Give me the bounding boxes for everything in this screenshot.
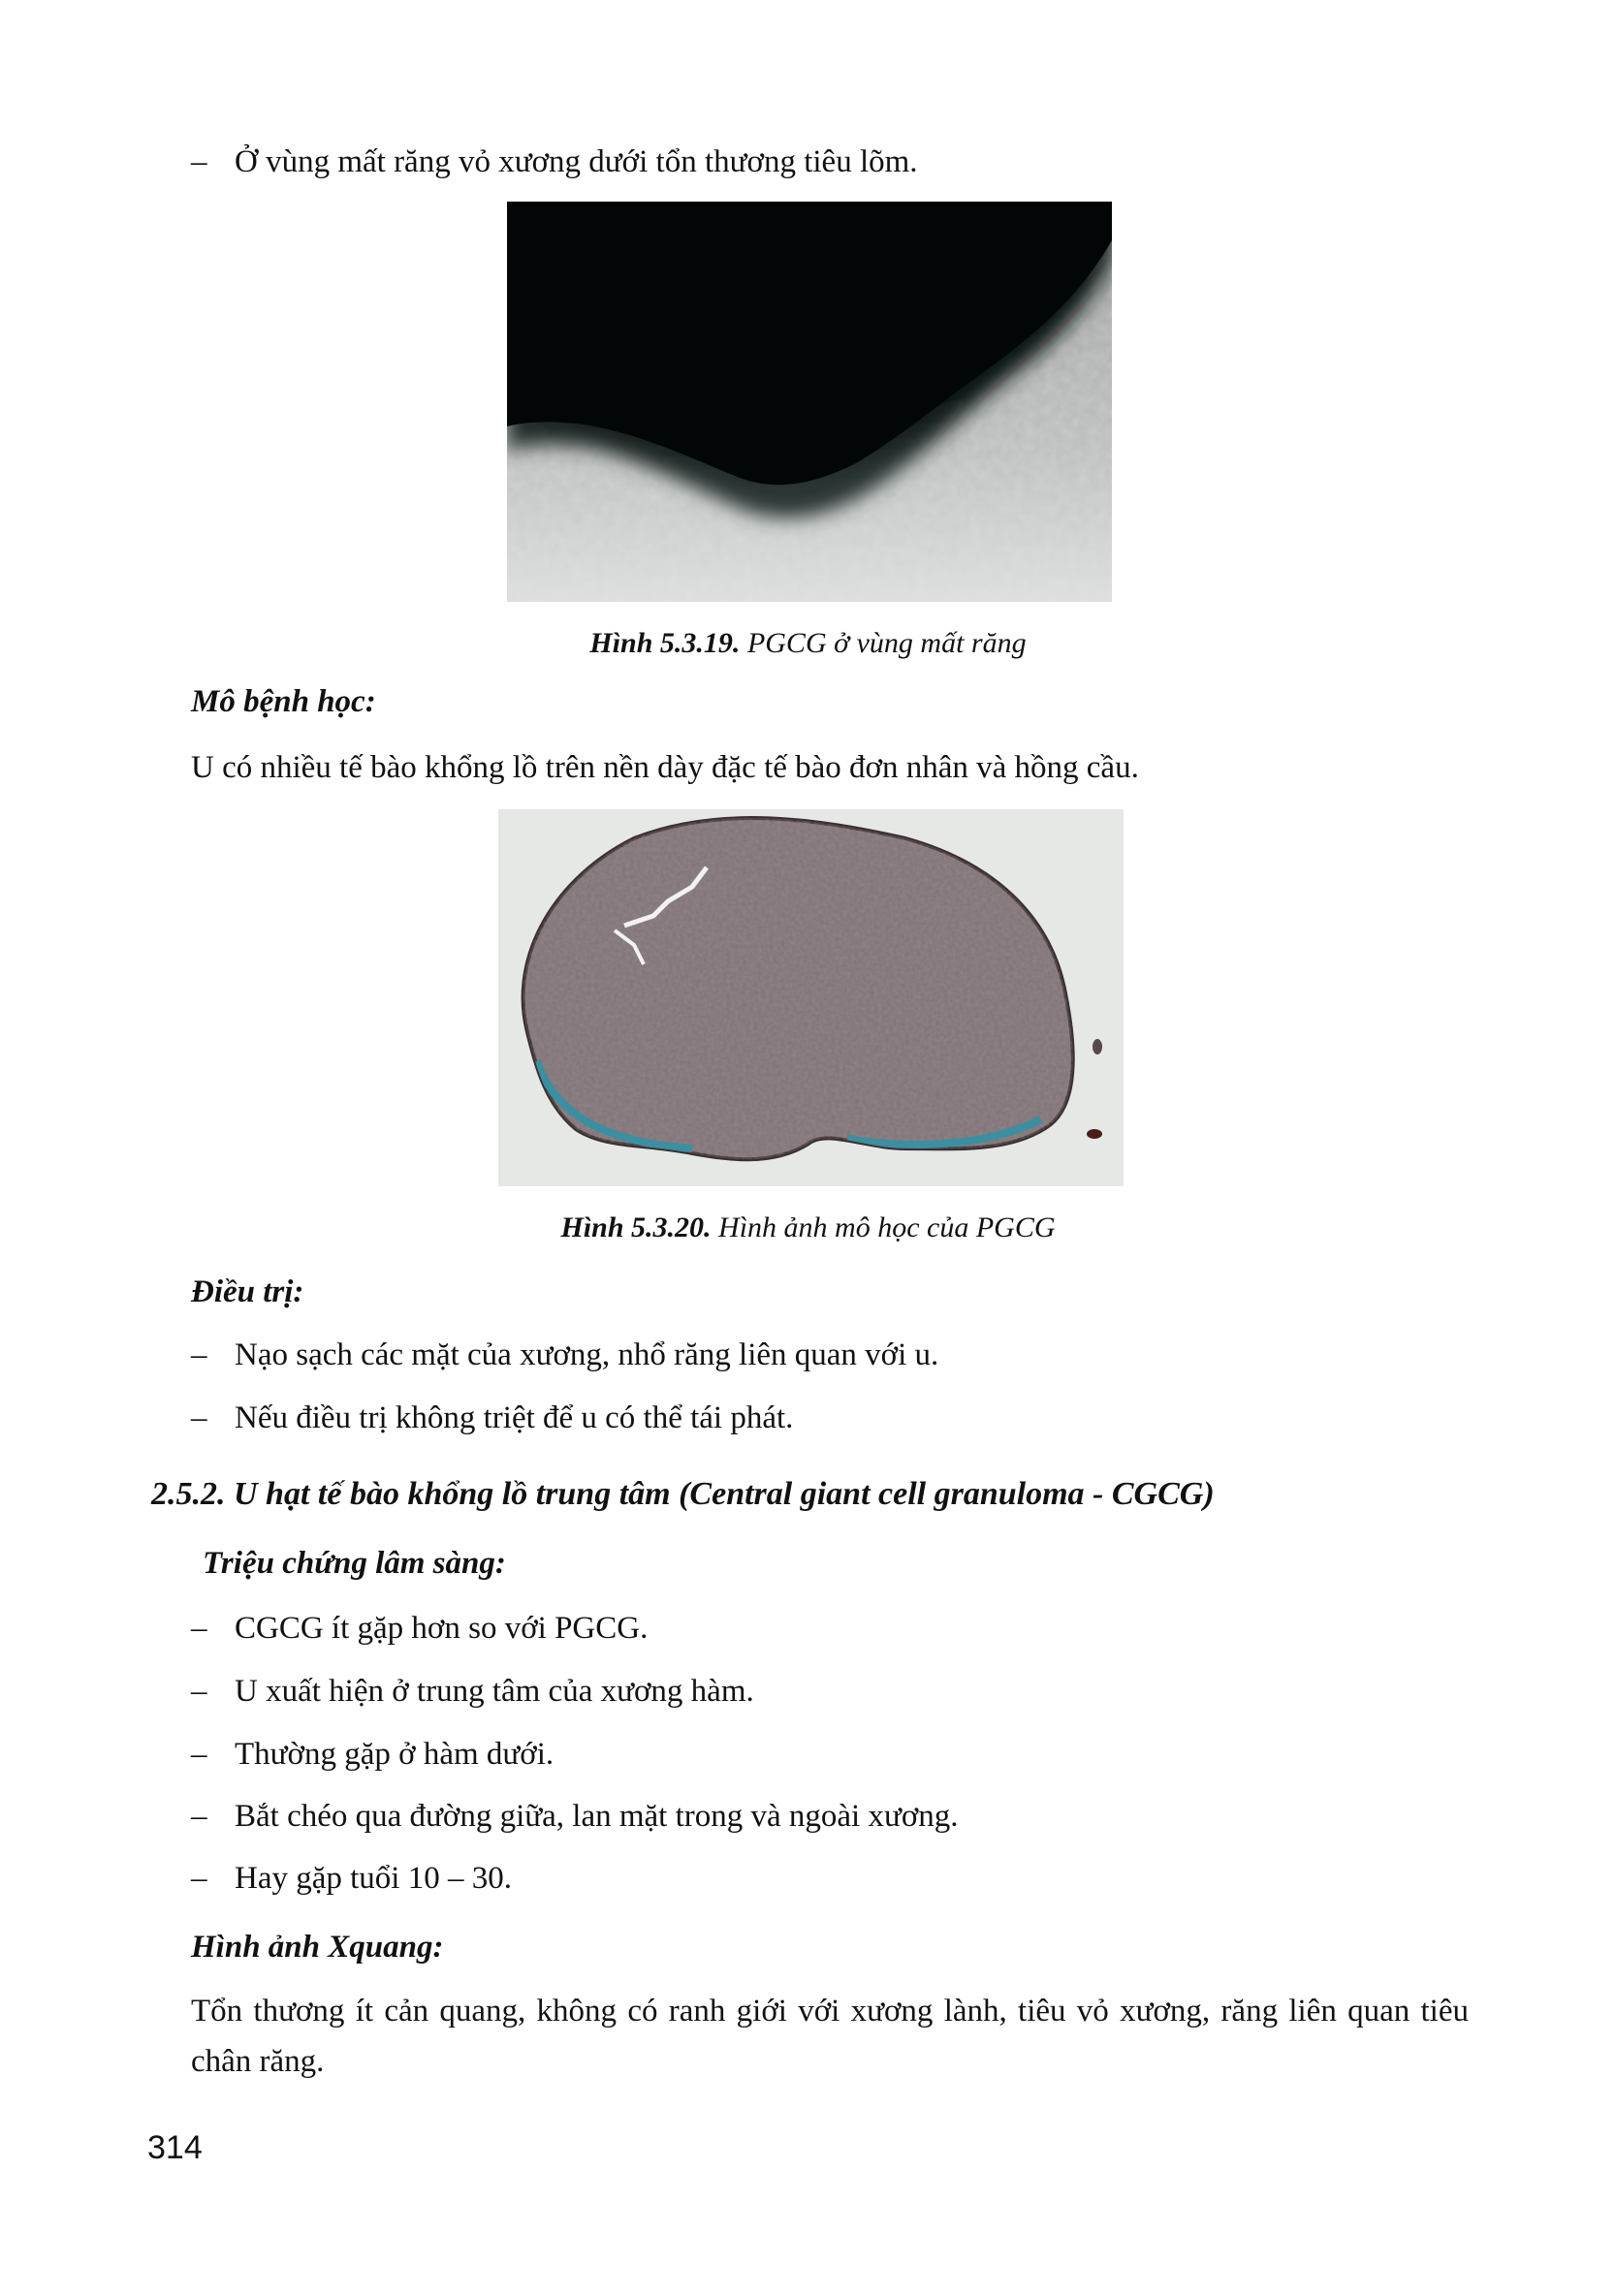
- treatment-bullet: Nếu điều trị không triệt để u có thể tái phát.: [235, 1400, 794, 1435]
- figure-1-caption-text: PGCG ở vùng mất răng: [746, 627, 1027, 659]
- figure-xray-image: [507, 202, 1112, 602]
- clinical-heading: Triệu chứng lâm sàng:: [203, 1546, 506, 1581]
- treatment-bullet: Nạo sạch các mặt của xương, nhổ răng liên quan với u.: [235, 1337, 939, 1372]
- bullet-dash: –: [191, 144, 207, 179]
- histology-text: U có nhiều tế bào khổng lồ trên nền dày đặc tế bào đơn nhân và hồng cầu.: [191, 750, 1139, 785]
- xray-heading: Hình ảnh Xquang:: [191, 1930, 444, 1965]
- clinical-bullet: CGCG ít gặp hơn so với PGCG.: [235, 1611, 649, 1646]
- xray-text: Tổn thương ít cản quang, không có ranh giới với xương lành, tiêu vỏ xương, răng liên quan tiêu chân răng.: [191, 1994, 1469, 2079]
- figure-1-label: Hình 5.3.19.: [589, 627, 741, 659]
- bullet-dash: –: [191, 1337, 207, 1372]
- histology-heading: Mô bệnh học:: [191, 684, 376, 719]
- intro-bullet-text: Ở vùng mất răng vỏ xương dưới tổn thương tiêu lõm.: [235, 144, 918, 179]
- section-title: 2.5.2. U hạt tế bào khổng lồ trung tâm (Central giant cell granuloma - CGCG): [151, 1476, 1215, 1512]
- xray-picture: [507, 202, 1112, 602]
- page-number: 314: [147, 2129, 203, 2166]
- bullet-dash: –: [191, 1737, 207, 1772]
- bullet-dash: –: [191, 1861, 207, 1896]
- clinical-bullet: U xuất hiện ở trung tâm của xương hàm.: [235, 1674, 754, 1709]
- bullet-dash: –: [191, 1611, 207, 1646]
- histology-picture: [498, 809, 1124, 1186]
- clinical-bullet: Bắt chéo qua đường giữa, lan mặt trong và ngoài xương.: [235, 1799, 959, 1834]
- clinical-bullet: Hay gặp tuổi 10 – 30.: [235, 1861, 512, 1896]
- clinical-bullet: Thường gặp ở hàm dưới.: [235, 1737, 555, 1772]
- treatment-heading: Điều trị:: [191, 1274, 304, 1309]
- bullet-dash: –: [191, 1400, 207, 1435]
- bullet-dash: –: [191, 1674, 207, 1709]
- figure-histology-image: [498, 809, 1124, 1186]
- figure-1-caption: [0, 625, 1616, 662]
- figure-2-caption: [0, 1210, 1616, 1246]
- figure-2-label: Hình 5.3.20.: [560, 1211, 712, 1243]
- bullet-dash: –: [191, 1799, 207, 1834]
- figure-2-caption-text: Hình ảnh mô học của PGCG: [718, 1211, 1056, 1243]
